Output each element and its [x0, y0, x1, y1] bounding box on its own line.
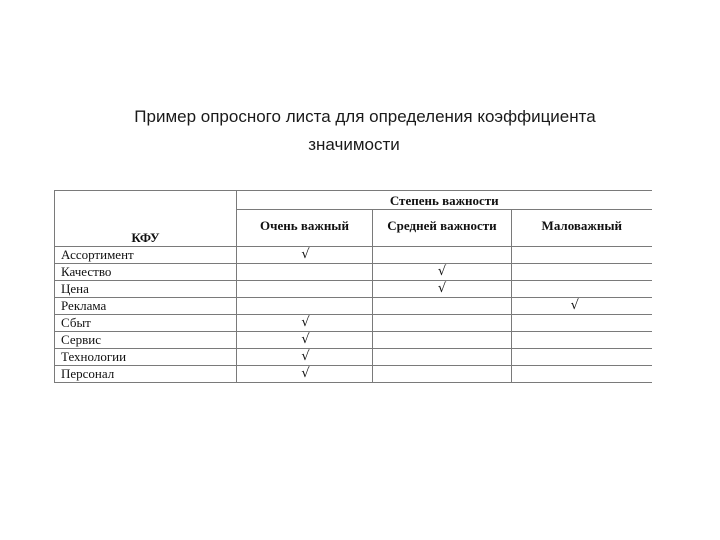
mark-cell — [373, 315, 512, 332]
check-mark-icon: √ — [437, 264, 447, 279]
factor-cell: Реклама — [55, 298, 237, 315]
mark-cell — [512, 264, 652, 281]
mark-cell — [512, 298, 652, 315]
page-title-line-2: значимости — [308, 135, 400, 154]
factor-cell: Технологии — [55, 349, 237, 366]
mark-cell — [373, 349, 512, 366]
table-row — [55, 264, 652, 281]
check-mark-icon: √ — [437, 281, 447, 296]
mark-cell — [237, 281, 373, 298]
survey-table — [54, 190, 652, 383]
mark-cell — [237, 332, 373, 349]
factor-cell: Качество — [55, 264, 237, 281]
header-level-low-importance: Маловажный — [512, 210, 652, 247]
mark-cell — [237, 264, 373, 281]
mark-cell — [237, 366, 373, 383]
header-kfu: КФУ — [55, 191, 237, 247]
mark-cell — [373, 264, 512, 281]
mark-cell — [237, 315, 373, 332]
mark-cell — [373, 332, 512, 349]
mark-cell — [373, 281, 512, 298]
mark-cell — [512, 247, 652, 264]
mark-cell — [237, 349, 373, 366]
check-mark-icon: √ — [301, 349, 310, 364]
header-level-medium-importance: Средней важности — [373, 210, 512, 247]
table-row — [55, 247, 652, 264]
check-mark-icon: √ — [301, 332, 310, 347]
mark-cell — [512, 349, 652, 366]
mark-cell — [512, 315, 652, 332]
factor-cell: Сервис — [55, 332, 237, 349]
mark-cell — [373, 366, 512, 383]
table-row — [55, 349, 652, 366]
page-title-line-1: Пример опросного листа для определения коэффициента — [134, 107, 596, 126]
mark-cell — [373, 298, 512, 315]
mark-cell — [373, 247, 512, 264]
check-mark-icon: √ — [570, 298, 579, 313]
mark-cell — [237, 298, 373, 315]
mark-cell — [512, 332, 652, 349]
header-level-very-important: Очень важный — [237, 210, 373, 247]
factor-cell: Персонал — [55, 366, 237, 383]
mark-cell — [512, 281, 652, 298]
check-mark-icon: √ — [301, 366, 310, 381]
table-row — [55, 332, 652, 349]
table-row — [55, 298, 652, 315]
factor-cell: Цена — [55, 281, 237, 298]
table-row — [55, 315, 652, 332]
mark-cell — [237, 247, 373, 264]
table-row — [55, 281, 652, 298]
factor-cell: Сбыт — [55, 315, 237, 332]
factor-cell: Ассортимент — [55, 247, 237, 264]
check-mark-icon: √ — [301, 247, 310, 262]
mark-cell — [512, 366, 652, 383]
header-importance-group: Степень важности — [237, 191, 652, 210]
check-mark-icon: √ — [301, 315, 310, 330]
table-row — [55, 366, 652, 383]
